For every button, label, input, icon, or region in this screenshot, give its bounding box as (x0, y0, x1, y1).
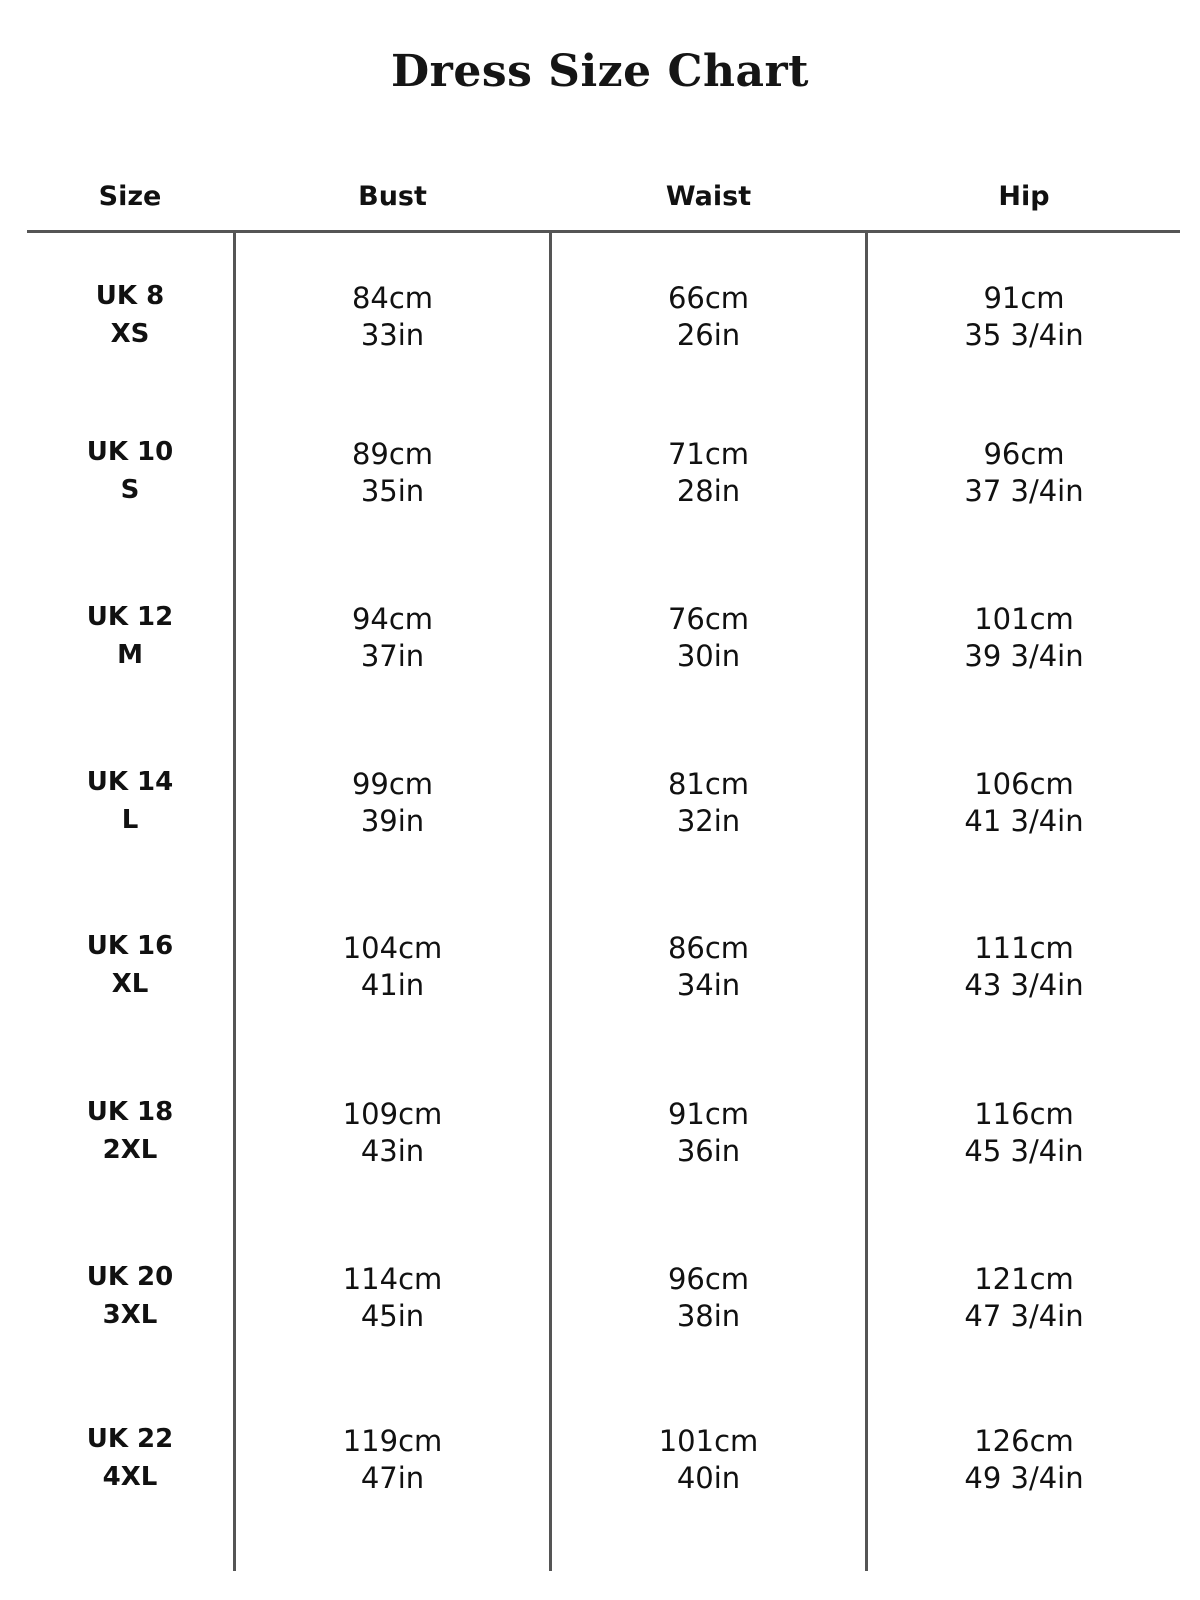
table-row (27, 1258, 1180, 1358)
size-cell-line: UK 8 (95, 281, 165, 311)
table-row (27, 277, 1180, 377)
hip-cell-line: 43 3/4in (964, 968, 1084, 1002)
waist-cell (552, 1423, 865, 1497)
table-row (27, 763, 1180, 863)
waist-cell-line: 86cm (667, 931, 750, 965)
hip-cell (868, 1096, 1180, 1170)
waist-cell-line: 101cm (658, 1424, 759, 1458)
bust-cell (236, 766, 549, 840)
bust-cell-line: 114cm (342, 1262, 443, 1296)
size-cell-line: M (117, 640, 143, 670)
bust-cell (236, 601, 549, 675)
size-cell (27, 927, 233, 1003)
table-row (27, 433, 1180, 533)
waist-cell-line: 30in (676, 639, 741, 673)
size-cell-line: UK 16 (86, 931, 174, 961)
size-cell (27, 1420, 233, 1496)
waist-cell-line: 40in (676, 1461, 741, 1495)
size-cell (27, 598, 233, 674)
bust-cell (236, 280, 549, 354)
size-cell-line: 3XL (102, 1300, 158, 1330)
bust-cell-line: 119cm (342, 1424, 443, 1458)
bust-cell (236, 930, 549, 1004)
table-row (27, 598, 1180, 698)
bust-cell-line: 33in (360, 318, 425, 352)
size-cell-line: XS (110, 319, 150, 349)
hip-cell (868, 280, 1180, 354)
bust-cell-line: 39in (360, 804, 425, 838)
waist-cell (552, 1261, 865, 1335)
bust-cell (236, 1423, 549, 1497)
hip-cell (868, 601, 1180, 675)
waist-cell-line: 38in (676, 1299, 741, 1333)
bust-cell (236, 1096, 549, 1170)
size-cell-line: UK 10 (86, 437, 174, 467)
hip-cell (868, 1423, 1180, 1497)
hip-cell-line: 91cm (983, 281, 1065, 315)
hip-cell-line: 39 3/4in (964, 639, 1084, 673)
hip-cell-line: 49 3/4in (964, 1461, 1084, 1495)
hip-cell-line: 126cm (974, 1424, 1074, 1458)
waist-cell (552, 766, 865, 840)
size-table (27, 166, 1180, 1572)
page-title: Dress Size Chart (390, 46, 809, 97)
hip-cell-line: 47 3/4in (964, 1299, 1084, 1333)
hip-cell-line: 37 3/4in (964, 474, 1084, 508)
bust-cell-line: 35in (360, 474, 425, 508)
hip-cell-line: 116cm (974, 1097, 1074, 1131)
table-row (27, 1420, 1180, 1520)
bust-cell-line: 47in (360, 1461, 425, 1495)
size-cell-line: UK 12 (86, 602, 174, 632)
waist-cell (552, 436, 865, 510)
size-cell-line: L (121, 805, 139, 835)
waist-cell (552, 601, 865, 675)
bust-cell-line: 37in (360, 639, 425, 673)
hip-cell-line: 121cm (974, 1262, 1074, 1296)
bust-cell-line: 45in (360, 1299, 425, 1333)
column-header-hip: Hip (998, 181, 1050, 212)
waist-cell (552, 930, 865, 1004)
waist-cell-line: 76cm (667, 602, 750, 636)
size-cell-line: 4XL (102, 1462, 158, 1492)
bust-cell-line: 84cm (351, 281, 434, 315)
size-cell (27, 1093, 233, 1169)
bust-cell-line: 94cm (351, 602, 434, 636)
waist-cell-line: 34in (676, 968, 741, 1002)
hip-cell-line: 96cm (983, 437, 1065, 471)
size-cell-line: XL (111, 969, 149, 999)
table-row (27, 1093, 1180, 1193)
bust-cell-line: 89cm (351, 437, 434, 471)
bust-cell (236, 1261, 549, 1335)
size-cell-line: UK 22 (86, 1424, 174, 1454)
table-header (27, 166, 1180, 228)
size-cell (27, 1258, 233, 1334)
size-cell-line: UK 18 (86, 1097, 174, 1127)
hip-cell-line: 45 3/4in (964, 1134, 1084, 1168)
size-cell-line: UK 14 (86, 767, 174, 797)
size-cell-line: UK 20 (86, 1262, 174, 1292)
size-cell-line: S (120, 475, 140, 505)
size-cell-line: 2XL (102, 1135, 158, 1165)
hip-cell-line: 111cm (974, 931, 1074, 965)
hip-cell (868, 766, 1180, 840)
bust-cell (236, 436, 549, 510)
hip-cell (868, 436, 1180, 510)
size-cell (27, 277, 233, 353)
size-cell (27, 433, 233, 509)
waist-cell (552, 1096, 865, 1170)
waist-cell-line: 71cm (667, 437, 750, 471)
bust-cell-line: 41in (360, 968, 425, 1002)
waist-cell-line: 91cm (667, 1097, 750, 1131)
column-header-waist: Waist (665, 181, 752, 212)
hip-cell-line: 106cm (974, 767, 1074, 801)
hip-cell-line: 35 3/4in (964, 318, 1084, 352)
hip-cell-line: 101cm (974, 602, 1074, 636)
waist-cell-line: 66cm (667, 281, 750, 315)
table-row (27, 927, 1180, 1027)
waist-cell (552, 280, 865, 354)
column-header-bust: Bust (358, 181, 427, 212)
waist-cell-line: 28in (676, 474, 741, 508)
bust-cell-line: 43in (360, 1134, 425, 1168)
waist-cell-line: 36in (676, 1134, 741, 1168)
bust-cell-line: 99cm (351, 767, 434, 801)
bust-cell-line: 109cm (342, 1097, 443, 1131)
hip-cell (868, 1261, 1180, 1335)
size-cell (27, 763, 233, 839)
hip-cell-line: 41 3/4in (964, 804, 1084, 838)
waist-cell-line: 26in (676, 318, 741, 352)
bust-cell-line: 104cm (342, 931, 443, 965)
header-divider (27, 230, 1180, 233)
hip-cell (868, 930, 1180, 1004)
waist-cell-line: 81cm (667, 767, 750, 801)
column-header-size: Size (98, 181, 162, 212)
waist-cell-line: 96cm (667, 1262, 750, 1296)
waist-cell-line: 32in (676, 804, 741, 838)
